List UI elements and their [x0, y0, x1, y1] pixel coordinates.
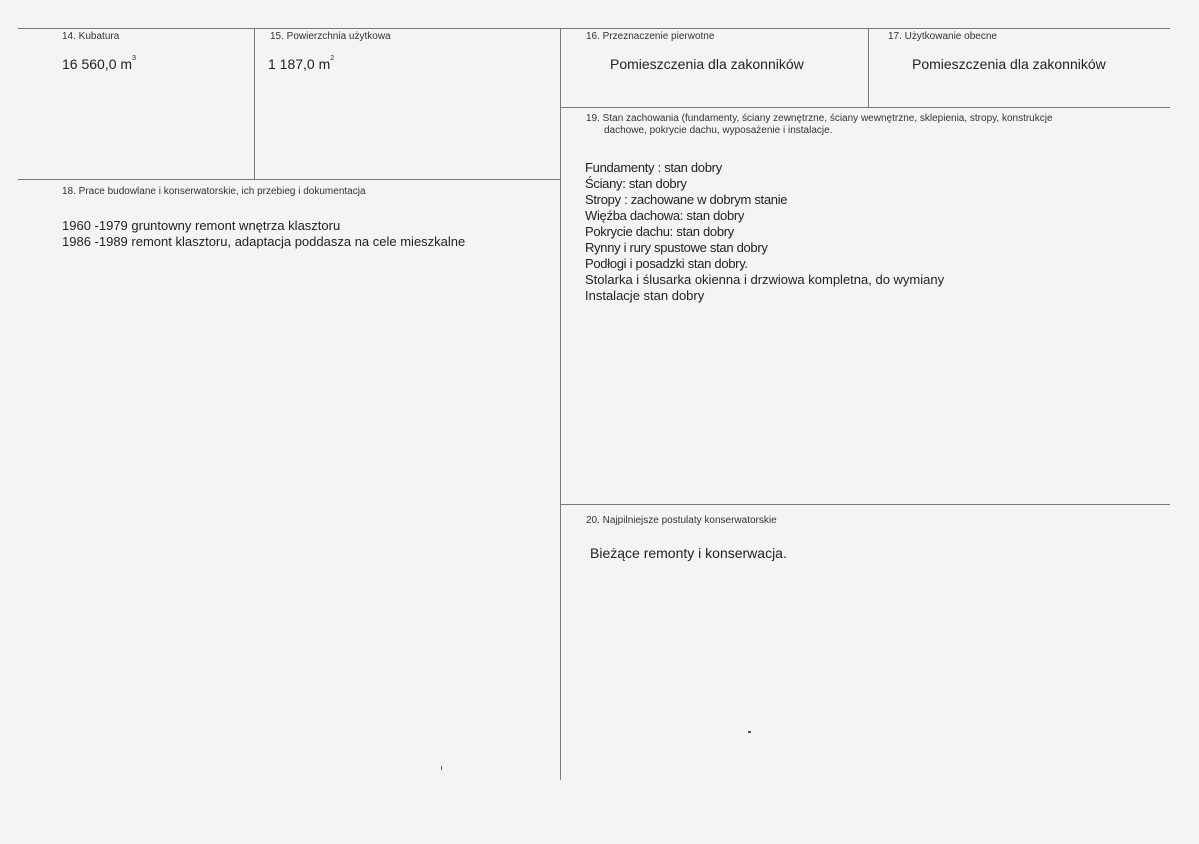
condition-line: Rynny i rury spustowe stan dobry — [585, 240, 768, 255]
condition-line: Stropy : zachowane w dobrym stanie — [585, 192, 788, 207]
field-19-label — [586, 113, 1146, 137]
field-15-label: 15. Powierzchnia użytkowa — [270, 31, 391, 42]
works-line: 1986 -1989 remont klasztoru, adaptacja poddasza na cele mieszkalne — [62, 234, 466, 249]
works-line: 1960 -1979 gruntowny remont wnętrza klasztoru — [62, 218, 341, 233]
field-18-content — [62, 218, 465, 250]
field-17-value: Pomieszczenia dla zakonników — [912, 56, 1106, 72]
condition-line: Podłogi i posadzki stan dobry. — [585, 256, 748, 271]
condition-line: Pokrycie dachu: stan dobry — [585, 224, 735, 239]
condition-line: Ściany: stan dobry — [585, 176, 687, 191]
condition-line: Instalacje stan dobry — [585, 288, 705, 303]
divider-14-18 — [18, 179, 561, 180]
field-20-label: 20. Najpilniejsze postulaty konserwatorskie — [586, 515, 777, 526]
field-20-value: Bieżące remonty i konserwacja. — [590, 545, 787, 561]
center-divider — [560, 28, 561, 780]
divider-14-15 — [254, 28, 255, 180]
field-18-label: 18. Prace budowlane i konserwatorskie, ich przebieg i dokumentacja — [62, 186, 366, 197]
field-16-label: 16. Przeznaczenie pierwotne — [586, 31, 715, 42]
scan-speck — [441, 766, 442, 770]
field-14-number: 16 560,0 m — [62, 56, 133, 72]
divider-19-20 — [560, 504, 1170, 505]
condition-line: Fundamenty : stan dobry — [585, 160, 722, 175]
field-15-unit-exponent: 2 — [330, 55, 335, 62]
field-17-label: 17. Użytkowanie obecne — [888, 31, 997, 42]
condition-line: Więźba dachowa: stan dobry — [585, 208, 745, 223]
field-14-label: 14. Kubatura — [62, 31, 120, 42]
field-19-content — [585, 160, 944, 304]
field-15-value — [268, 56, 334, 72]
divider-16-17 — [868, 28, 869, 108]
field-19-label-line-1: 19. Stan zachowania (fundamenty, ściany zewnętrzne, ściany wewnętrzne, sklepienia, stropy, konstrukcje — [586, 113, 1053, 124]
field-16-value: Pomieszczenia dla zakonników — [610, 56, 804, 72]
field-19-label-line-2: dachowe, pokrycie dachu, wyposażenie i instalacje. — [604, 125, 833, 136]
field-15-number: 1 187,0 m — [268, 56, 331, 72]
scan-speck — [748, 731, 751, 733]
divider-16-19 — [560, 107, 1170, 108]
top-border — [18, 28, 1170, 29]
condition-line: Stolarka i ślusarka okienna i drzwiowa kompletna, do wymiany — [585, 272, 945, 287]
field-14-value — [62, 56, 136, 72]
field-14-unit-exponent: 3 — [132, 55, 136, 62]
